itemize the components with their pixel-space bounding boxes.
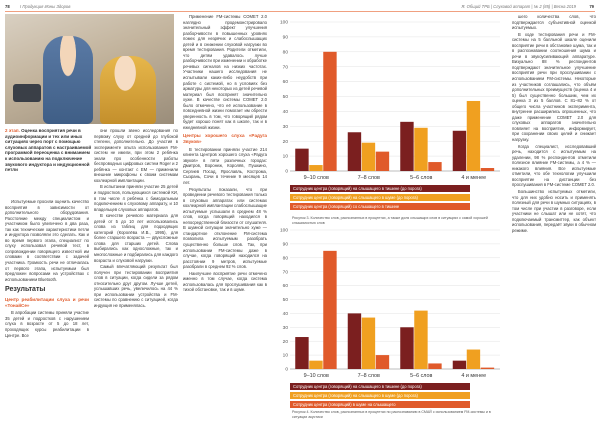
y-tick-label: 50 — [282, 298, 288, 304]
photo — [5, 14, 174, 124]
bar — [467, 101, 480, 171]
page-number-right: 79 — [589, 4, 594, 9]
bar-chart-figure-3 — [270, 14, 506, 214]
paragraph: они прошли звено исследования по первому слуху от средней до глубокой степени, дополнительно. До участия в эксперименте опыта использования FM-систем не имели, при этом 2 ребёнка знали про особенности работы беспроводных цифровых систем Roger и 2 ребёнка — контакт с ЕМ — применили внешние микрофоны к своим системам кохлеарной имплантации. — [94, 128, 178, 183]
y-tick-label: 90 — [282, 35, 288, 41]
subheading-center-tonayse: Центр реабилитации слуха и речи «ТонайСе» — [5, 297, 89, 308]
paragraph: В испытании приняли участие 25 детей и подростков, пользующихся системой КИ, в том числе 4 ребёнка с бимодальным подключением к слуховому аппарату, и 10 владельцев слуховых аппаратов. — [94, 184, 178, 212]
legend-label: Сотрудник центра (говорящий) в шуме на слышащего — [293, 402, 396, 407]
caption-number: 2 этап. — [5, 128, 20, 133]
x-tick-label: 5–6 слов — [410, 175, 433, 181]
section-title: I Продукция Ионы Здоров — [20, 4, 71, 9]
bar — [400, 122, 413, 171]
y-tick-label: 40 — [282, 312, 288, 317]
results-heading: Результаты — [5, 286, 46, 294]
paragraph: Когда специалист, исследовавший речь, находится с испытуемым на удалении, 98 % респондентов отметили полезное влияние FM-системы, а 4 % — никакого влияния. Все испытуемые отметили, что обе технологии улучшили восприятие на дистанции без прослушивания в FM-системе COMET 2.0. — [512, 143, 596, 188]
bar — [309, 361, 322, 369]
paragraph: Наилучшее восприятие речи отмечено именно в том случае, когда система использовалась для прослушивания как в тихой обстановке, так и в шуме. — [183, 270, 267, 293]
paragraph: Применение FM-системы COMET 2.0 наглядно продемонстрировало значительный эффект улучшения разборчивости в повышенных уровнях помех для незрячих и слабослышащих детей и в снижении слуховой нагрузки во время тестирования. Родители отметили, что детям удавалось лучше разборчивости при изменении и обработке речевых сигналов на низких частотах. Участники нашего исследования не испытывали каких-либо неудобств при работе с системой, но в условиях без арматуры для некоторых из детей речевой материал был воспринят значительно хуже. В качестве системы COMET 2.0 было отмечено, что её использование в повседневной жизни помогает им обрести уверенность в том, что говорящий рядом будет хорошо понят как в школе, так и в ежедневной жизни. — [183, 14, 267, 130]
bar — [414, 128, 427, 171]
y-tick-label: 0 — [285, 169, 288, 175]
x-tick-label: 4 и менее — [461, 175, 487, 181]
bar — [428, 162, 441, 171]
paragraph: В качестве речевого материала для детей от 5 до 10 лет использовались слова из таблиц для подходящих категорий (Королёва И.В., 1995), для более старшего возраста — двухсложные слова для старших детей. Слова выбирались как односложные, так и многосложные и подбирались для каждого возраста и слуховой нагрузки. — [94, 213, 178, 263]
text-column-3 — [183, 14, 267, 294]
bar — [453, 361, 466, 369]
y-tick-label: 70 — [282, 65, 288, 71]
y-tick-label: 20 — [282, 339, 288, 345]
y-tick-label: 40 — [282, 110, 288, 115]
y-tick-label: 100 — [279, 20, 288, 26]
figure-4-caption: Рисунок 4. Количество слов, распознанных в процентах по распознаванию в СМАЙ с использованием FM-системы и в ситуации акустики — [292, 410, 491, 419]
x-tick-label: 7–8 слов — [357, 175, 380, 181]
y-tick-label: 80 — [282, 256, 288, 262]
legend-label: Сотрудник центра (говорящий) на слышащего в шуме (до порога) — [293, 393, 418, 398]
legend-label: Сотрудник центра (говорящий) со слышащего в тишине — [293, 204, 400, 209]
paragraph: В апробации системы приняли участие 35 детей и подростков с нарушением слуха в возрасте от 5 до 18 лет, проходящих курсы реабилитации в Центре. Все — [5, 310, 89, 338]
bar — [467, 350, 480, 369]
figure-3-caption: Рисунок 3. Количество слов, распознанных в процентах, а также доля слышащих слов в ситуациях с самой хорошей слышимостью слов — [292, 216, 488, 225]
bar — [376, 152, 389, 171]
y-tick-label: 30 — [282, 325, 288, 331]
bar — [348, 313, 361, 369]
photo-caption — [5, 128, 93, 173]
subheading-raduga-zvukov: Центры хорошего слуха «Радуга Звуков» — [183, 133, 267, 145]
paragraph: Большинство испытуемых отметили, что для них удобно носить и применять полезный для речи в шумных ситуациях, в том числе при участии в разговоре, если участники не слышат или не хотят, что подключаемый трансмиттер, как объект использования, передаёт звуки в обычном режиме. — [512, 188, 596, 233]
bar — [309, 165, 322, 171]
bar — [362, 318, 375, 369]
text-column-4 — [512, 14, 596, 234]
paragraph: Испытуемые просили оценить качество восприятия в зависимости от дополнительного оборудования. Расстояние между специалистом и участником было увеличено в два раза, так как технические характеристики петли и индуктора позволяли это сделать. Как и во время первого этапа, специалист по слуху использовал речевой тест, в сопровождении говорящего известной им словами в соответствии с задачей участника. Громкость речи не отличалась от первого этапа, испытуемым был предложен вопросами на устройствах с использованием Bluetooth. — [5, 199, 89, 282]
legend-label: Сотрудник центра (говорящий) на слышащего в тишине (до порога) — [293, 186, 422, 191]
x-tick-label: 7–8 слов — [357, 373, 380, 379]
bar — [348, 132, 361, 171]
text-column-1 — [5, 199, 89, 339]
bar — [453, 131, 466, 171]
x-tick-label: 5–6 слов — [410, 373, 433, 379]
bar — [323, 52, 336, 171]
page-number-left: 78 — [5, 4, 10, 9]
y-tick-label: 60 — [282, 80, 288, 86]
bar — [295, 337, 308, 369]
y-tick-label: 20 — [282, 139, 288, 145]
caption-text: Оценка восприятия речи в аудиоинформации и тех или иных ситуациях через порт с помощью слуховых аппаратов с настраиваемой программой переоценка с вниманием к использованию на подключение звукового индуктора и индукционной петли — [5, 128, 92, 173]
paragraph: Результаты показали, что при проведении речевого тестирования только в слуховых аппаратах или системах кохлеарной имплантации слабослышащие испытуемые услышали в среднем 48 % слов, когда говорящий находился в непосредственной близости от слушателя. В шумной ситуации значительно хуже — стандартное отклонение FM-система позволила испытуемым разобрать существенно больше слов. Так, при использовании FM-системы даже в случае, когда говорящий находился на расстоянии 9 метров, испытуемые разобрали в среднем 92 % слов. — [183, 186, 267, 270]
bar — [362, 143, 375, 171]
bar — [295, 149, 308, 171]
paragraph: шего количества слов, что подтверждается субъективной оценкой испытуемых. — [512, 14, 596, 31]
x-tick-label: 9–10 слов — [303, 175, 329, 181]
paragraph: В тестировании приняли участие 214 клиента Центров хорошего слуха «Радуга звуков» в пяти различных городах: Дмитров, Воронеж, Королёв, Пушкино, Сергиев Посад, Ярославль, Кострома, Сызрань, Сочи в течение 9 месяцев 14 лет. — [183, 146, 267, 185]
y-tick-label: 0 — [285, 367, 288, 373]
y-tick-label: 80 — [282, 50, 288, 56]
y-tick-label: 70 — [282, 270, 288, 276]
bar — [481, 168, 494, 171]
journal-title: Я. Общий ТРБ | Слуховой аппарат | № 2 (85) | Весна 2019 — [461, 4, 576, 9]
bar — [481, 368, 494, 369]
y-tick-label: 100 — [279, 228, 288, 234]
text-column-2 — [94, 128, 178, 310]
bar — [400, 327, 413, 369]
bar — [414, 311, 427, 369]
bar — [376, 355, 389, 369]
legend-label: Сотрудник центра (говорящий) на слышащего в тишине (до порога) — [293, 384, 422, 389]
legend-label: Сотрудник центра (говорящий) на слышащего в шуме (до порога) — [293, 195, 418, 200]
paragraph: В ходе тестирования речи и FM-системы на 5 балльной шкале оценили восприятие речи в обстановке шума, так и в распознавании соотношения шума и речи в звукоусиливающей аппаратуре. Визуально 88 % респондентов подтверждают значительное улучшение восприятия речи при прослушивании с использованием FM-системы. Некоторые из участников соглашались, что объём дополнительных преимуществ (оценка 4 и 5) был существенно большим, чем их оценка 3 из 5 баллов. С 81–82 % от общего числа участников эксперимента, внутренне расширились опрошенных, что даже применение COMET 2.0 для слуховых аппаратов значительно повлияет на восприятие, информирует, при сохранении своих целей и снижает нагрузку. — [512, 31, 596, 143]
y-tick-label: 10 — [282, 154, 288, 160]
y-tick-label: 30 — [282, 124, 288, 130]
photo-child — [100, 56, 156, 124]
y-tick-label: 90 — [282, 242, 288, 248]
y-tick-label: 10 — [282, 353, 288, 359]
bar — [428, 363, 441, 369]
y-tick-label: 60 — [282, 284, 288, 290]
photo-device — [13, 84, 41, 102]
header-divider — [5, 11, 595, 12]
photo-adult — [43, 36, 93, 124]
bar-chart-figure-4 — [270, 222, 506, 412]
x-tick-label: 4 и менее — [461, 373, 487, 379]
y-tick-label: 50 — [282, 95, 288, 101]
x-tick-label: 9–10 слов — [303, 373, 329, 379]
bar — [323, 251, 336, 369]
paragraph: Самый впечатляющий результат был получен при тестировании восприятия слов в ситуации, когда сидели за рядом относительно друг другом. Лучше детей, услышавших речь, увеличилось на 44 % при использовании устройства и FM-системы по сравнению с ситуацией, когда индукция не применялась. — [94, 264, 178, 308]
